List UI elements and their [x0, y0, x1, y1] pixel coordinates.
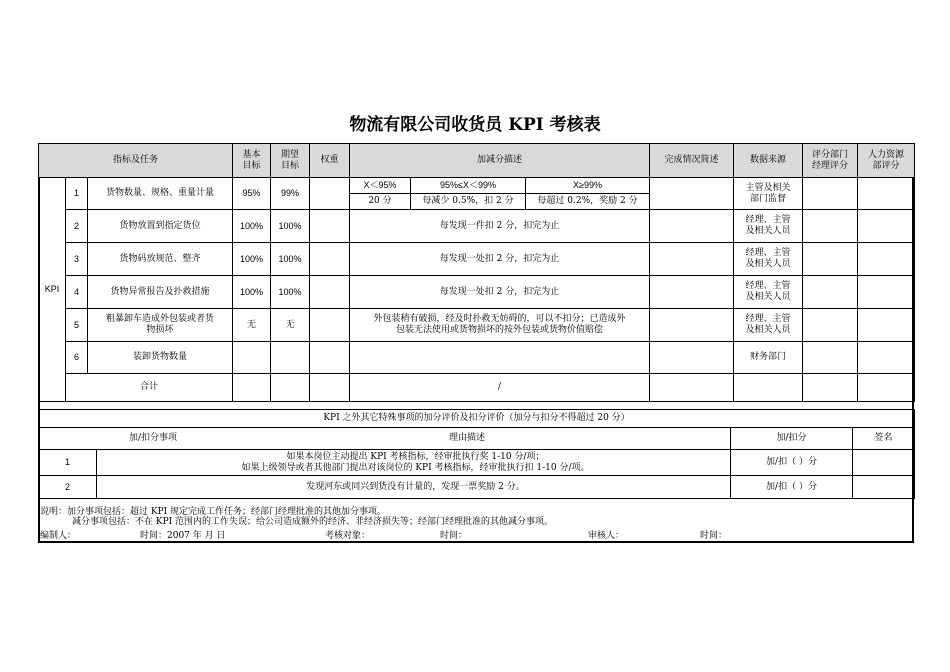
expected-target-cell: 无: [271, 309, 310, 342]
header-base-target: 基本 目标: [233, 144, 271, 178]
completion-cell: [650, 210, 734, 243]
score-a: 20 分: [350, 194, 411, 210]
base-target-cell: 100%: [233, 210, 271, 243]
row-number: 4: [66, 276, 88, 309]
hr-score-cell: [858, 178, 915, 210]
dept-score-cell: [803, 243, 858, 276]
extra-heading-row: [39, 410, 915, 428]
table-row: [39, 476, 915, 499]
dept-score-cell: [803, 342, 858, 374]
footer-time-3: 时间：: [700, 531, 728, 541]
total-completion: [650, 374, 734, 402]
row-number: 5: [66, 309, 88, 342]
dept-score-cell: [803, 178, 858, 210]
hr-score-cell: [858, 276, 915, 309]
total-label: 合计: [66, 374, 233, 402]
extra-table: [38, 409, 915, 499]
source-cell: 经理、主管 及相关人员: [734, 309, 803, 342]
condition-b: 95%≤X＜99%: [411, 178, 526, 194]
table-row: [39, 342, 915, 374]
extra-header-row: [39, 428, 915, 450]
base-target-cell: 95%: [233, 178, 271, 210]
deduction-desc-cell: 每发现一处扣 2 分，扣完为止: [350, 243, 650, 276]
note-line-2: 减分事项包括：不在 KPI 范围内的工作失误；给公司造成额外的经济、非经济损失等；经部门经理批准的其他减分事项。: [72, 517, 554, 527]
condition-c: X≥99%: [526, 178, 650, 194]
total-weight: [310, 374, 350, 402]
weight-cell: [310, 243, 350, 276]
header-deduction-desc: 加减分描述: [350, 144, 650, 178]
expected-target-cell: [271, 342, 310, 374]
deduction-desc-cell: 每发现一件扣 2 分，扣完为止: [350, 210, 650, 243]
condition-a: X＜95%: [350, 178, 411, 194]
table-row: [39, 450, 915, 476]
weight-cell: [310, 309, 350, 342]
row-number: 6: [66, 342, 88, 374]
source-cell: 经理、主管 及相关人员: [734, 276, 803, 309]
extra-sign-cell: [853, 450, 915, 476]
weight-cell: [310, 178, 350, 210]
row-number: 3: [66, 243, 88, 276]
extra-score-cell: 加/扣（ ）分: [731, 450, 853, 476]
total-row: [39, 374, 915, 402]
task-cell: 装卸货物数量: [88, 342, 233, 374]
completion-cell: [650, 342, 734, 374]
hr-score-cell: [858, 309, 915, 342]
header-data-source: 数据来源: [734, 144, 803, 178]
row-number: 2: [39, 476, 97, 499]
completion-cell: [650, 243, 734, 276]
completion-cell: [650, 309, 734, 342]
extra-col-item: 加/扣分事项 理由描述: [39, 428, 731, 450]
header-hr-score: 人力资源 部评分: [858, 144, 915, 178]
total-desc: /: [350, 374, 650, 402]
row-number: 1: [39, 450, 97, 476]
dept-score-cell: [803, 309, 858, 342]
total-hr-score: [858, 374, 915, 402]
completion-cell: [650, 276, 734, 309]
footer-reviewer: 审核人：: [588, 531, 625, 541]
table-row: [39, 210, 915, 243]
footer: [40, 531, 912, 543]
total-dept-score: [803, 374, 858, 402]
task-cell: 粗暴卸车造成外包装或者货 物损坏: [88, 309, 233, 342]
source-cell: 经理、主管 及相关人员: [734, 210, 803, 243]
footer-time-1: 时间：2007 年 月 日: [140, 531, 226, 541]
base-target-cell: 无: [233, 309, 271, 342]
extra-heading: KPI 之外其它特殊事项的加分评价及扣分评价（加分与扣分不得超过 20 分）: [39, 410, 915, 428]
hr-score-cell: [858, 342, 915, 374]
kpi-table: [38, 143, 915, 402]
base-target-cell: [233, 342, 271, 374]
extra-col-score: 加/扣分: [731, 428, 853, 450]
source-cell: 财务部门: [734, 342, 803, 374]
expected-target-cell: 100%: [271, 210, 310, 243]
table-row: [39, 276, 915, 309]
table-row: [39, 309, 915, 342]
task-cell: 货物放置到指定货位: [88, 210, 233, 243]
deduction-desc-cell: 每发现一处扣 2 分，扣完为止: [350, 276, 650, 309]
header-expected-target: 期望 目标: [271, 144, 310, 178]
extra-reason-cell: 发现河东或同兴到货没有计量的，发现一票奖励 2 分。: [97, 476, 731, 499]
total-base: [233, 374, 271, 402]
extra-reason-cell: 如果本岗位主动提出 KPI 考核指标，经审批执行奖 1-10 分/项； 如果上级领导或者其他部门提出对该岗位的 KPI 考核指标，经审批执行扣 1-10 分/项。: [97, 450, 731, 476]
total-source: [734, 374, 803, 402]
kpi-label: KPI: [39, 178, 66, 402]
weight-cell: [310, 210, 350, 243]
header-dept-score: 评分部门 经理评分: [803, 144, 858, 178]
extra-score-cell: 加/扣（ ）分: [731, 476, 853, 499]
footer-editor: 编制人：: [40, 531, 77, 541]
deduction-desc-cell: 外包装稍有破损，经及时扑救无妨碍的，可以不扣分；已造成外 包装无法使用或货物损坏的按外包装或货物价值赔偿: [350, 309, 650, 342]
completion-cell: [650, 178, 734, 210]
expected-target-cell: 100%: [271, 276, 310, 309]
table-row: [39, 243, 915, 276]
footer-time-2: 时间：: [440, 531, 468, 541]
note-line-1: 说明：加分事项包括：超过 KPI 规定完成工作任务；经部门经理批准的其他加分事项。: [40, 507, 387, 517]
header-indicator: 指标及任务: [39, 144, 233, 178]
source-cell: 经理、主管 及相关人员: [734, 243, 803, 276]
base-target-cell: 100%: [233, 276, 271, 309]
score-b: 每减少 0.5%，扣 2 分: [411, 194, 526, 210]
header-weight: 权重: [310, 144, 350, 178]
task-cell: 货物异常报告及扑救措施: [88, 276, 233, 309]
header-completion: 完成情况简述: [650, 144, 734, 178]
table-row: [39, 178, 915, 194]
weight-cell: [310, 342, 350, 374]
hr-score-cell: [858, 243, 915, 276]
dept-score-cell: [803, 276, 858, 309]
score-c: 每超过 0.2%，奖励 2 分: [526, 194, 650, 210]
expected-target-cell: 100%: [271, 243, 310, 276]
footer-target: 考核对象：: [325, 531, 371, 541]
weight-cell: [310, 276, 350, 309]
dept-score-cell: [803, 210, 858, 243]
source-cell: 主管及相关 部门监督: [734, 178, 803, 210]
page-title: 物流有限公司收货员 KPI 考核表: [349, 115, 601, 135]
hr-score-cell: [858, 210, 915, 243]
task-cell: 货物数量、规格、重量计量: [88, 178, 233, 210]
base-target-cell: 100%: [233, 243, 271, 276]
extra-sign-cell: [853, 476, 915, 499]
deduction-desc-cell: [350, 342, 650, 374]
total-expected: [271, 374, 310, 402]
expected-target-cell: 99%: [271, 178, 310, 210]
table-header-row: [39, 144, 915, 178]
row-number: 2: [66, 210, 88, 243]
task-cell: 货物码放规范、整齐: [88, 243, 233, 276]
extra-col-sign: 签名: [853, 428, 915, 450]
row-number: 1: [66, 178, 88, 210]
